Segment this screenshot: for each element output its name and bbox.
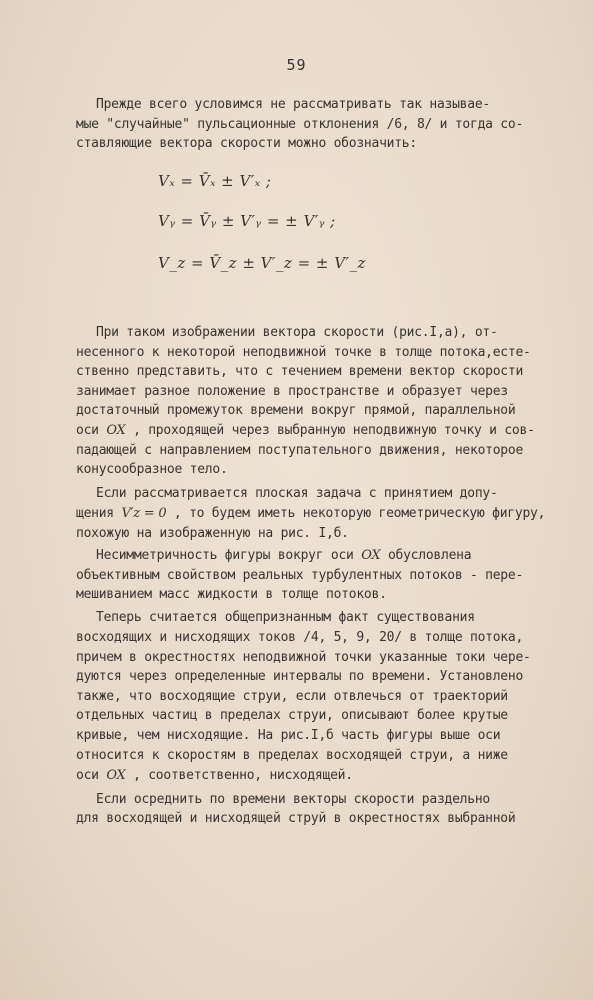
text-line: относится к скоростям в пределах восходящей струи, а ниже xyxy=(76,748,508,763)
text-line: Если рассматривается плоская задача с принятием допу- xyxy=(96,486,498,501)
math-ox: OX xyxy=(106,768,126,783)
inline-text: , проходящей через выбранную неподвижную точку и сов- xyxy=(133,423,535,438)
text-line: падающей с направлением поступательного движения, некоторое xyxy=(76,443,524,458)
formula-vy: Vᵧ = V̄ᵧ ± V′ᵧ = ± V′ᵧ ; xyxy=(158,212,336,230)
math-ox: OX xyxy=(106,423,126,438)
text-line: Прежде всего условимся не рассматривать так называе- xyxy=(96,97,490,112)
text-line: отдельных частиц в пределах струи, описывают более крутые xyxy=(76,708,508,723)
text-line: достаточный промежуток времени вокруг прямой, параллельной xyxy=(76,403,516,418)
text-line: для восходящей и нисходящей струй в окрестностях выбранной xyxy=(76,811,516,826)
page-number: 59 xyxy=(286,56,307,74)
text-line xyxy=(76,421,535,440)
formula-vx: Vₓ = V̄ₓ ± V′ₓ ; xyxy=(158,172,272,190)
math-ox: OX xyxy=(361,548,381,563)
text-line: несенного к некоторой неподвижной точке в толще потока,есте- xyxy=(76,345,531,360)
text-line: мые "случайные" пульсационные отклонения /6, 8/ и тогда со- xyxy=(76,117,524,132)
text-line: похожую на изображенную на рис. I,б. xyxy=(76,526,349,541)
text-line: кривые, чем нисходящие. На рис.I,б часть фигуры выше оси xyxy=(76,728,501,743)
text-line: также, что восходящие струи, если отвлечься от траекторий xyxy=(76,689,508,704)
text-line: мешиванием масс жидкости в толще потоков. xyxy=(76,587,387,602)
text-line: ставляющие вектора скорости можно обозначить: xyxy=(76,136,417,151)
inline-text: обусловлена xyxy=(387,548,472,563)
text-line: При таком изображении вектора скорости (рис.I,а), от- xyxy=(96,325,498,340)
inline-text: , то будем иметь некоторую геометрическую фигуру, xyxy=(173,506,546,521)
text-line: Если осреднить по времени векторы скорости раздельно xyxy=(96,792,490,807)
math-vz-zero: V′z = 0 xyxy=(121,506,167,521)
inline-text: щения xyxy=(76,506,114,521)
text-line: восходящих и нисходящих токов /4, 5, 9, 20/ в толще потока, xyxy=(76,630,524,645)
inline-text: оси xyxy=(76,423,99,438)
text-line xyxy=(76,766,516,785)
text-line xyxy=(96,546,516,565)
text-line xyxy=(76,504,546,523)
inline-text: оси xyxy=(76,768,99,783)
text-line: конусообразное тело. xyxy=(76,462,228,477)
text-line: занимает разное положение в пространстве и образует через xyxy=(76,384,508,399)
text-line: объективным свойством реальных турбулентных потоков - пере- xyxy=(76,568,524,583)
inline-text: , соответственно, нисходящей. xyxy=(133,768,353,783)
formula-vz: V_z = V̄_z ± V′_z = ± V′_z xyxy=(158,254,366,272)
text-line: ственно представить, что с течением времени вектор скорости xyxy=(76,364,524,379)
text-line: Теперь считается общепризнанным факт существования xyxy=(96,610,475,625)
text-line: причем в окрестностях неподвижной точки указанные токи чере- xyxy=(76,650,531,665)
text-line: дуются через определенные интервалы по времени. Установлено xyxy=(76,669,524,684)
inline-text: Несимметричность фигуры вокруг оси xyxy=(96,548,354,563)
